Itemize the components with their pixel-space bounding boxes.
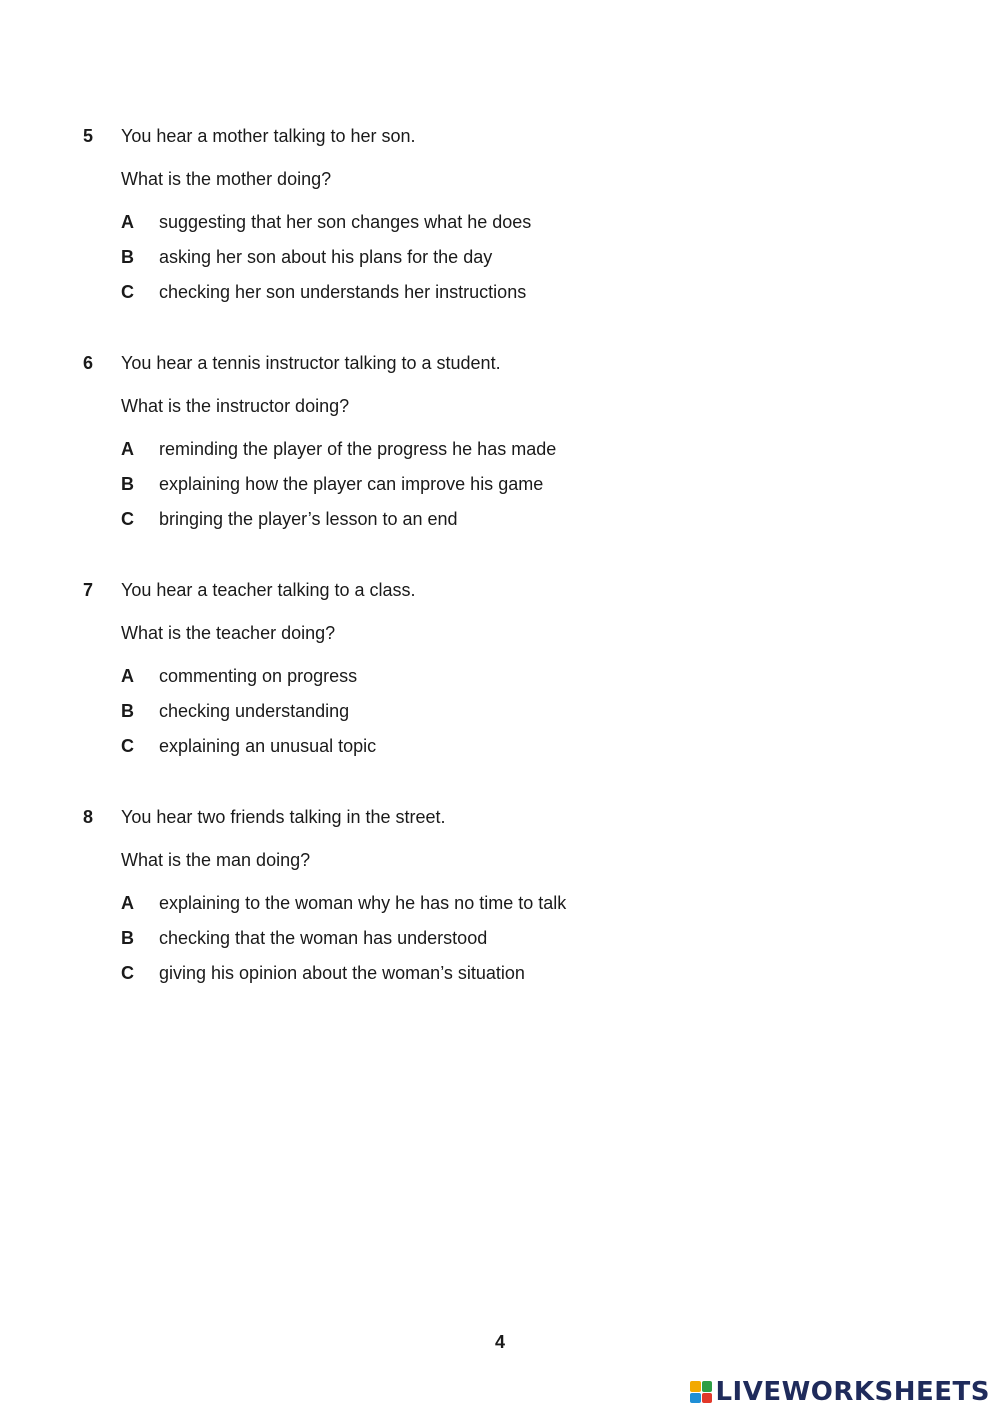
option-letter: C [121,282,134,302]
option-letter: C [121,509,134,529]
option-letter: C [121,736,134,756]
question-intro: You hear a teacher talking to a class. [121,580,416,600]
option-letter: C [121,963,134,983]
page-number: 4 [494,1332,505,1352]
option-text: explaining to the woman why he has no time to talk [159,893,567,913]
option-letter: A [121,893,134,913]
question-prompt: What is the man doing? [121,850,311,870]
option-text: explaining an unusual topic [159,736,377,756]
question-prompt: What is the teacher doing? [121,623,336,643]
option-letter: A [121,439,134,459]
logo-cell-v [690,1393,701,1404]
option-letter: A [121,212,134,232]
option-text: giving his opinion about the woman’s situation [159,963,525,983]
logo-text: LIVEWORKSHEETS [715,1377,990,1407]
question-intro: You hear two friends talking in the street. [121,807,446,827]
question-intro: You hear a mother talking to her son. [121,126,416,146]
option-text: reminding the player of the progress he has made [159,439,557,459]
option-letter: A [121,666,134,686]
question-number: 6 [83,353,94,373]
option-text: checking that the woman has understood [159,928,488,948]
logo-mark-icon [690,1381,712,1403]
logo-cell-l [690,1381,701,1392]
option-text: explaining how the player can improve his game [159,474,544,494]
option-text: bringing the player’s lesson to an end [159,509,458,529]
option-text: checking understanding [159,701,350,721]
option-letter: B [121,928,134,948]
logo-cell-e [702,1393,713,1404]
option-letter: B [121,247,134,267]
question-number: 5 [83,126,94,146]
logo-cell-i [702,1381,713,1392]
option-letter: B [121,474,134,494]
question-prompt: What is the instructor doing? [121,396,350,416]
option-text: suggesting that her son changes what he does [159,212,532,232]
option-text: asking her son about his plans for the day [159,247,493,267]
option-letter: B [121,701,134,721]
option-text: checking her son understands her instructions [159,282,527,302]
liveworksheets-logo [690,1378,990,1406]
option-text: commenting on progress [159,666,358,686]
question-prompt: What is the mother doing? [121,169,332,189]
question-number: 8 [83,807,94,827]
question-intro: You hear a tennis instructor talking to a student. [121,353,501,373]
question-number: 7 [83,580,94,600]
